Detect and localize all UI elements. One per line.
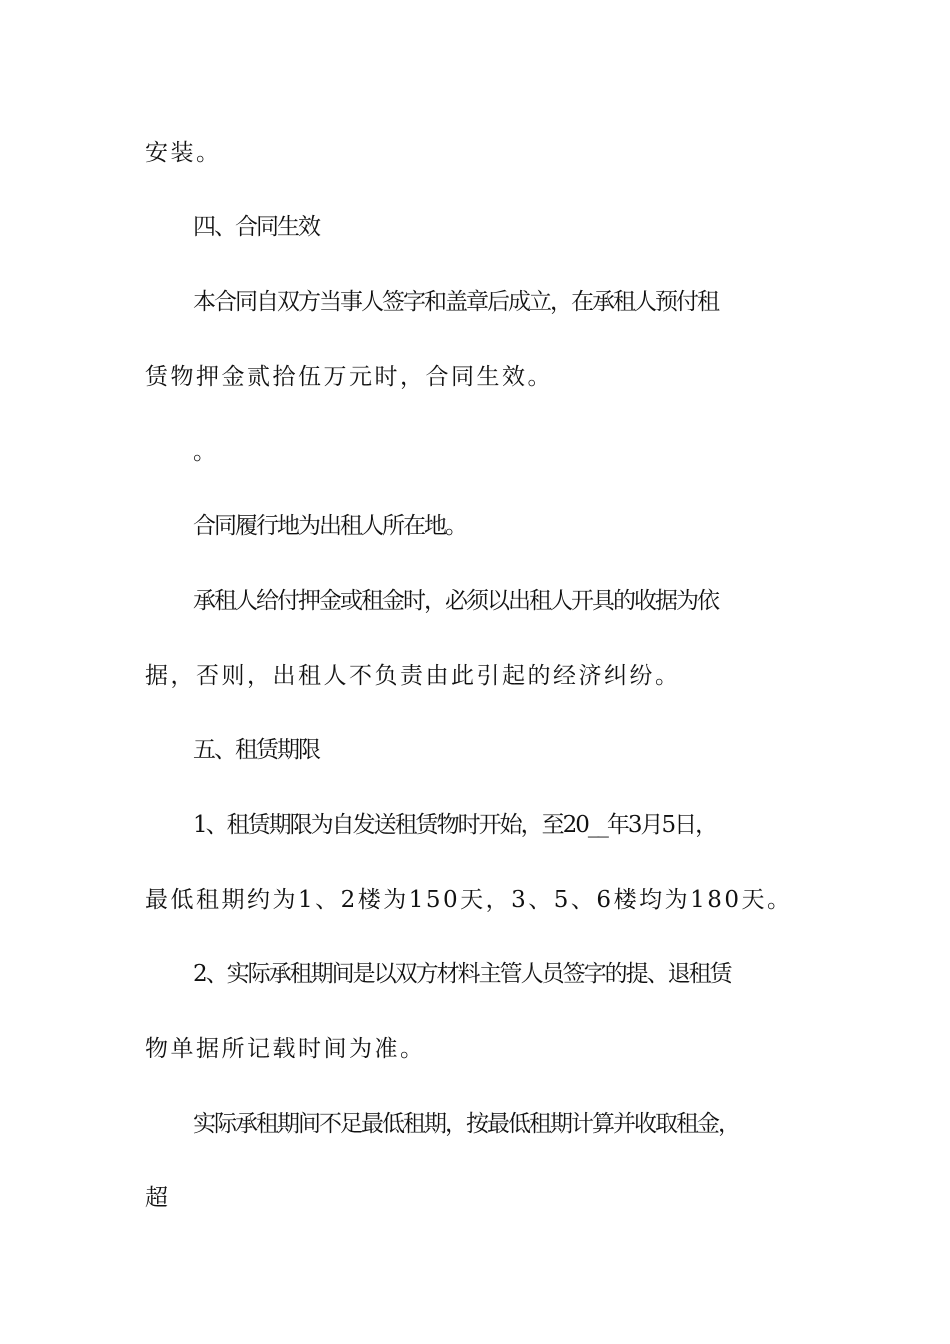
text-line: 最低租期约为1、2楼为150天，3、5、6楼均为180天。	[145, 887, 793, 913]
section-heading-contract-effect: 四、合同生效	[193, 214, 319, 240]
text-line: 赁物押金贰拾伍万元时，合同生效。	[145, 364, 553, 390]
text-line: 。	[193, 439, 214, 465]
text-line: 安装。	[145, 140, 222, 166]
text-line: 承租人给付押金或租金时，必须以出租人开具的收据为依	[193, 588, 718, 614]
text-line: 超	[145, 1185, 171, 1211]
text-line: 物单据所记载时间为准。	[145, 1036, 426, 1062]
section-heading-lease-term: 五、租赁期限	[193, 737, 319, 763]
text-line: 实际承租期间不足最低租期，按最低租期计算并收取租金，	[193, 1111, 739, 1137]
text-line: 据，否则，出租人不负责由此引起的经济纠纷。	[145, 663, 681, 689]
text-line: 合同履行地为出租人所在地。	[193, 513, 466, 539]
text-line: 2、实际承租期间是以双方材料主管人员签字的提、退租赁	[193, 961, 731, 987]
text-line: 1、租赁期限为自发送租赁物时开始，至20__年3月5日，	[193, 812, 717, 838]
text-line: 本合同自双方当事人签字和盖章后成立，在承租人预付租	[193, 289, 718, 315]
